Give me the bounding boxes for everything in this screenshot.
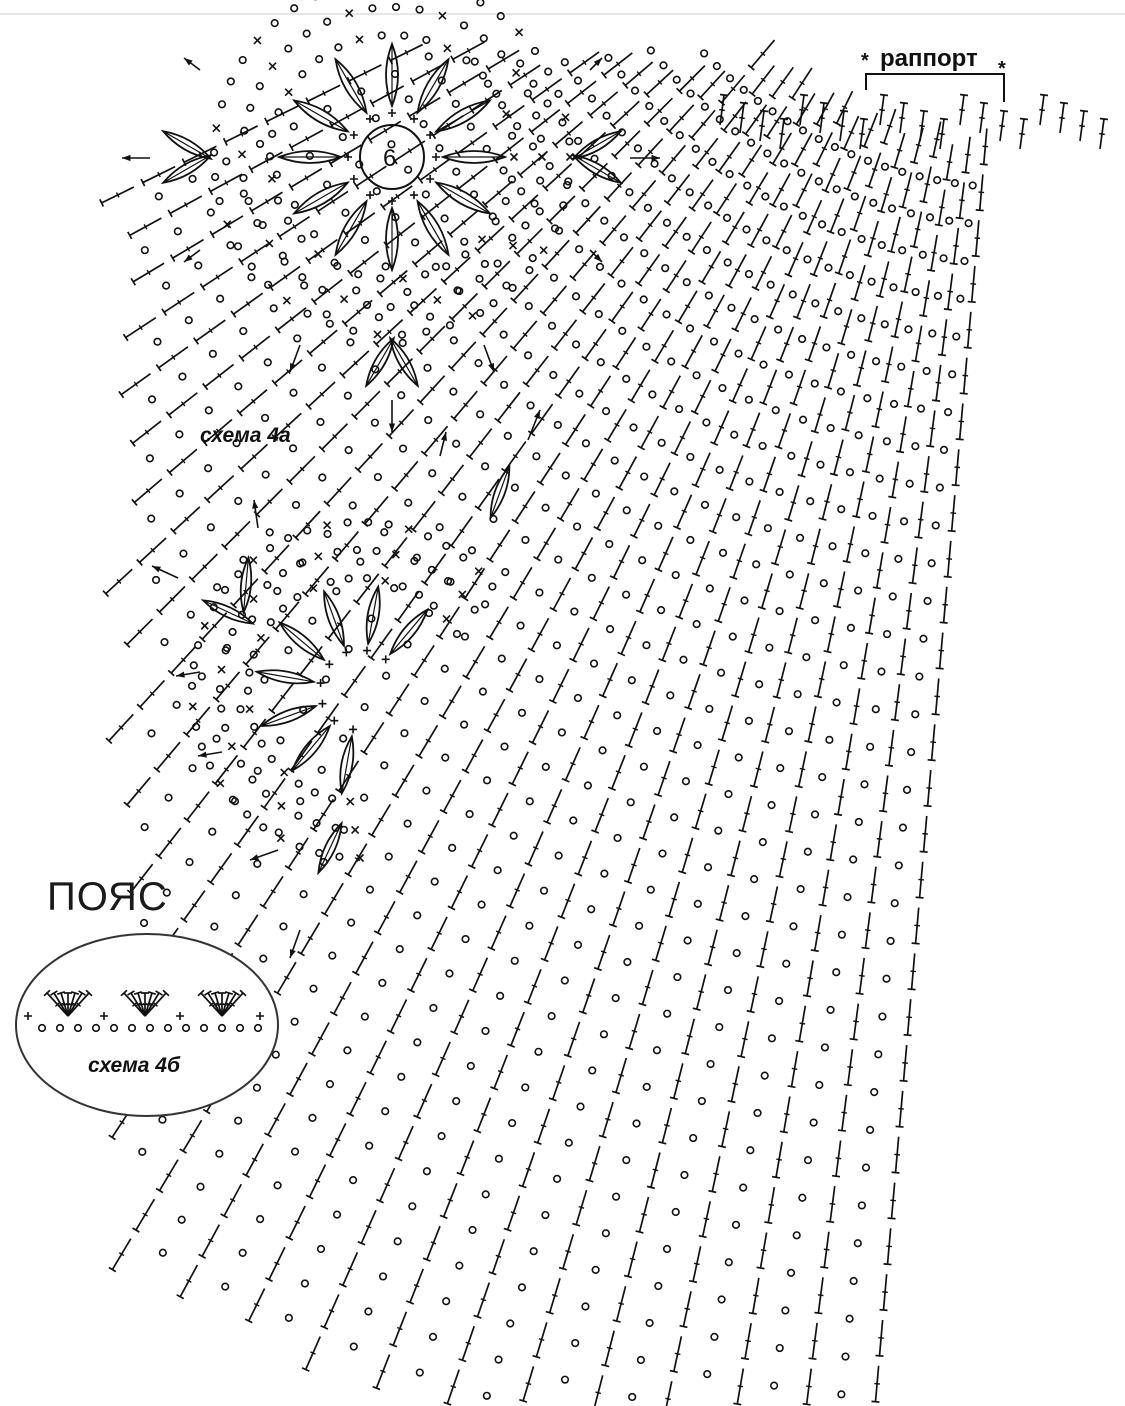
motif-half-chart bbox=[152, 410, 540, 958]
schema-4b-label: схема 4б bbox=[88, 1054, 180, 1077]
repeat-bracket bbox=[866, 74, 1004, 102]
repeat-label: раппорт bbox=[880, 45, 978, 72]
schema-4a-label: схема 4а bbox=[200, 424, 291, 447]
repeat-end-asterisk: * bbox=[998, 58, 1006, 80]
belt-title: ПОЯС bbox=[47, 875, 168, 919]
motif-center-number: 6 bbox=[383, 145, 397, 172]
repeat-start-asterisk: * bbox=[861, 50, 869, 72]
skirt-fan-chart bbox=[100, 40, 1108, 1406]
